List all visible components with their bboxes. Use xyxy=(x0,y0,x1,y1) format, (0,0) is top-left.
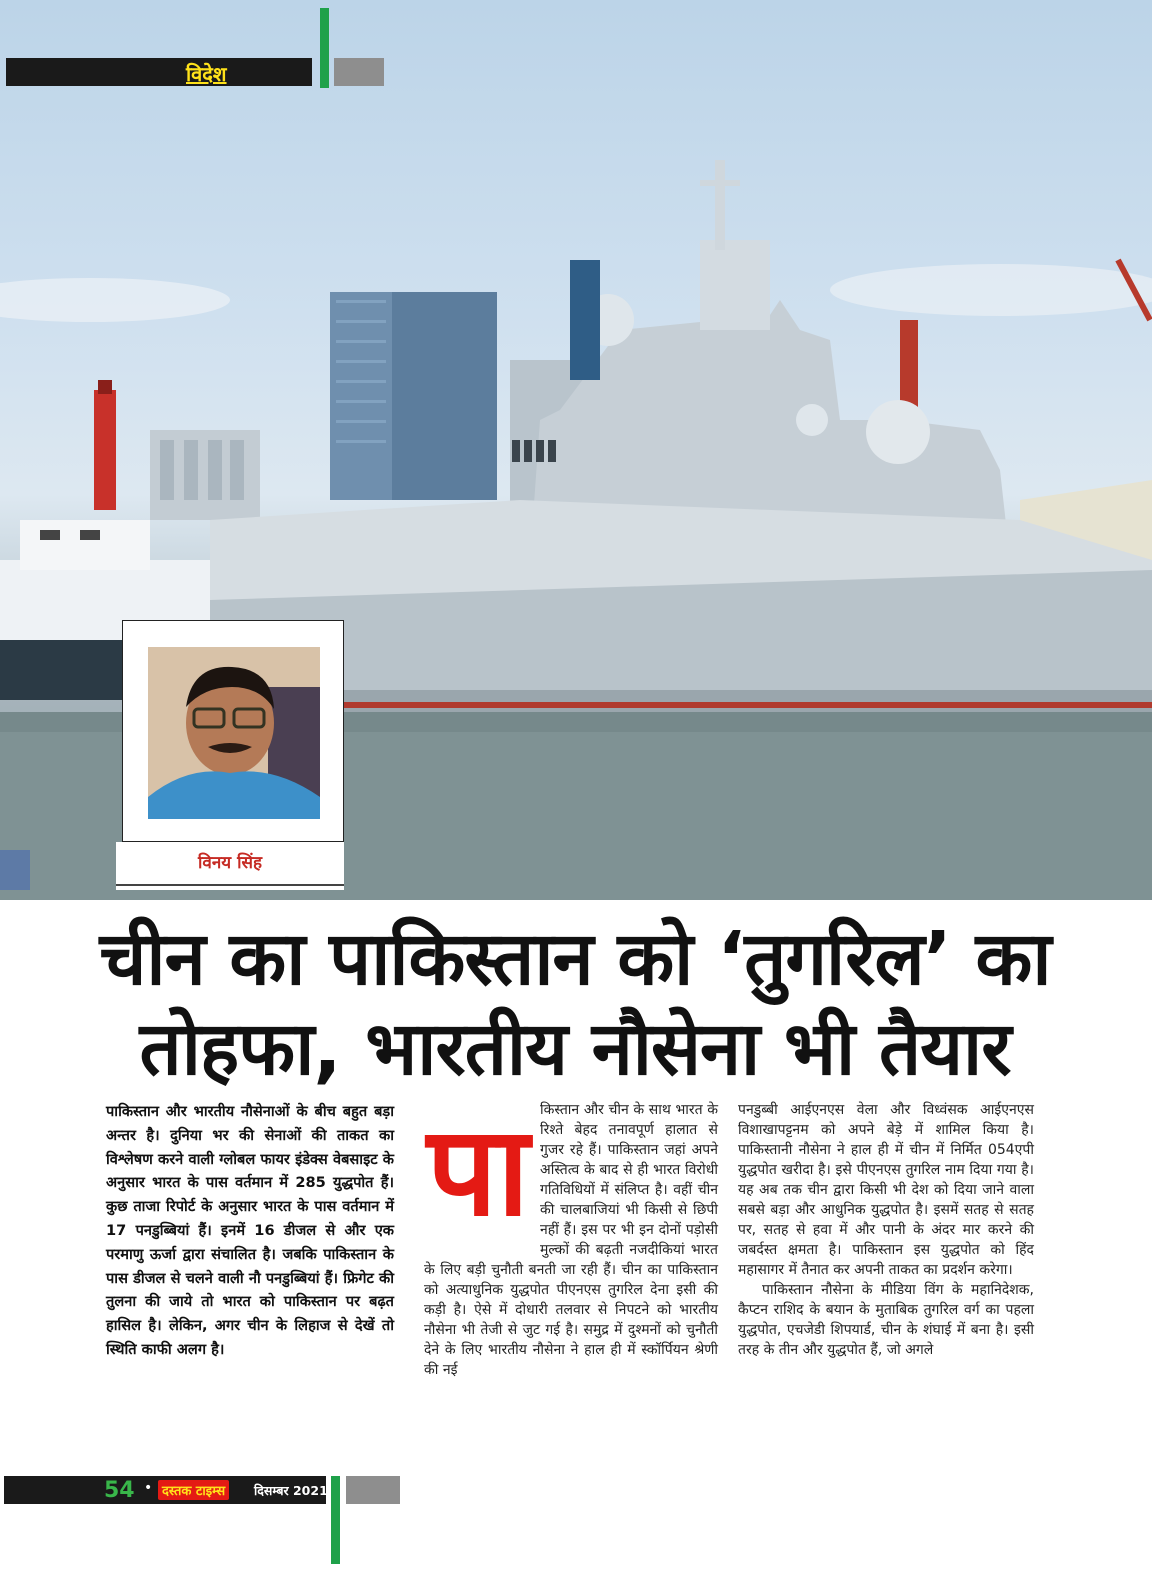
author-portrait-illustration xyxy=(148,647,320,819)
article-headline xyxy=(40,914,1110,1094)
article-column-2 xyxy=(424,1100,718,1380)
article-column-3 xyxy=(738,1100,1034,1360)
footer-accent-gray xyxy=(346,1476,400,1504)
page-number: 54 xyxy=(104,1478,135,1503)
author-name-bar xyxy=(116,842,344,890)
magazine-name: दस्तक टाइम्स xyxy=(158,1480,229,1500)
article-intro-column xyxy=(106,1100,394,1362)
section-tag xyxy=(6,58,312,86)
article-column-3-paragraph-2: पाकिस्तान नौसेना के मीडिया विंग के महानिदेशक, कैप्टन राशिद के बयान के मुताबिक तुगरिल वर्ग का पहला युद्धपोत, एचजेडी शिपयार्ड, चीन के शंघाई में बना है। इसी तरह के तीन और युद्धपोत हैं, जो अगले xyxy=(738,1282,1034,1358)
author-photo-card xyxy=(122,620,344,842)
article-intro: पाकिस्तान और भारतीय नौसेनाओं के बीच बहुत बड़ा अन्तर है। दुनिया भर की सेनाओं की ताकत का विश्लेषण करने वाली ग्लोबल फायर इंडेक्स वेबसाइट के अनुसार भारत के पास वर्तमान में 285 युद्धपोत हैं। कुछ ताजा रिपोर्ट के अनुसार भारत के पास वर्तमान में 17 पनडुब्बियां हैं। इनमें 16 डीजल से और एक परमाणु ऊर्जा द्वारा संचालित है। जबकि पाकिस्तान के पास डीजल से चलने वाली नौ पनडुब्बियां हैं। फ्रिगेट की तुलना की जाये तो भारत को पाकिस्तान पर बढ़त हासिल है। लेकिन, अगर चीन के लिहाज से देखें तो स्थिति काफी अलग है। xyxy=(106,1103,394,1358)
drop-cap: पा xyxy=(426,1100,530,1244)
headline-line-2: तोहफा, भारतीय नौसेना भी तैयार xyxy=(139,1006,1011,1092)
footer-accent-green xyxy=(331,1476,340,1564)
footer-separator: • xyxy=(144,1480,153,1496)
author-name: विनय सिंह xyxy=(198,853,262,873)
section-tag-label: विदेश xyxy=(186,62,227,86)
tag-accent-gray xyxy=(334,58,384,86)
author-rule xyxy=(116,884,344,886)
author-portrait xyxy=(148,647,320,819)
article-column-3-paragraph-1: पनडुब्बी आईएनएस वेला और विध्वंसक आईएनएस विशाखापट्टनम को अपने बेड़े में शामिल किया है। पाकिस्तानी नौसेना ने हाल ही में चीन में निर्मित 054एपी युद्धपोत खरीदा है। इसे पीएनएस तुगरिल नाम दिया गया है। यह अब तक चीन द्वारा किसी भी देश को दिया जाने वाला सबसे बड़ा और आधुनिक युद्धपोत है। इसमें सतह से सतह पर, सतह से हवा में और पानी के अंदर मार करने की जबर्दस्त क्षमता है। पाकिस्तान इस युद्धपोत को हिंद महासागर में तैनात कर अपनी ताकत का प्रदर्शन करेगा। xyxy=(738,1102,1034,1278)
article-column-2-text: किस्तान और चीन के साथ भारत के रिश्ते बेहद तनावपूर्ण हालात से गुजर रहे हैं। पाकिस्तान जहां अपने अस्तित्व के बाद से ही भारत विरोधी गतिविधियों में संलिप्त है। वहीं चीन की चालबाजियां भी किसी से छिपी नहीं हैं। इस पर भी इन दोनों पड़ोसी मुल्कों की बढ़ती नजदीकियां भारत के लिए बड़ी चुनौती बनती जा रही हैं। चीन का पाकिस्तान को अत्याधुनिक युद्धपोत पीएनएस तुगरिल देना इसी की कड़ी है। ऐसे में दोधारी तलवार से निपटने को भारतीय नौसेना भी तेजी से जुट गई है। समुद्र में दुश्मनों को चुनौती देने के लिए भारतीय नौसेना ने हाल ही में स्कॉर्पियन श्रेणी की नई xyxy=(424,1102,718,1378)
tag-accent-green xyxy=(320,8,329,88)
headline-line-1: चीन का पाकिस्तान को ‘तुगरिल’ का xyxy=(99,916,1051,1002)
issue-date: दिसम्बर 2021 xyxy=(254,1483,328,1498)
